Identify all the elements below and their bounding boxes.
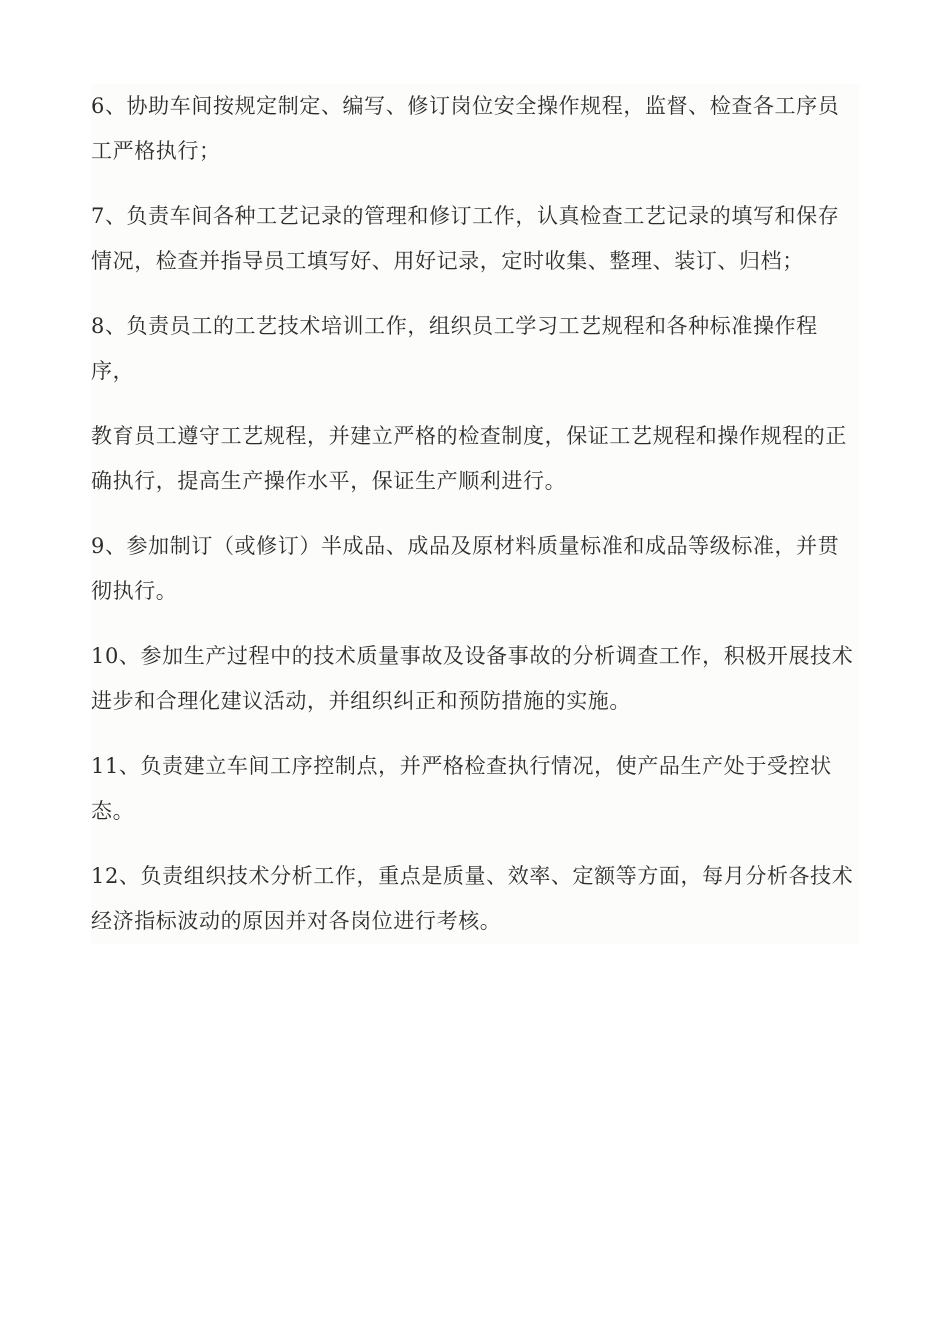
- paragraph-item-12: 12、负责组织技术分析工作，重点是质量、效率、定额等方面，每月分析各技术经济指标波动的原因并对各岗位进行考核。: [91, 864, 854, 933]
- paragraph-item-11: 11、负责建立车间工序控制点，并严格检查执行情况，使产品生产处于受控状态。: [91, 754, 832, 823]
- paragraph-item-6: 6、协助车间按规定制定、编写、修订岗位安全操作规程，监督、检查各工序员工严格执行；: [91, 94, 840, 163]
- paragraph-item-8: 8、负责员工的工艺技术培训工作，组织员工学习工艺规程和各种标准操作程序，: [91, 314, 818, 383]
- paragraph-item-7: 7、负责车间各种工艺记录的管理和修订工作，认真检查工艺记录的填写和保存情况，检查并指导员工填写好、用好记录，定时收集、整理、装订、归档；: [91, 204, 840, 273]
- paragraph-item-10: 10、参加生产过程中的技术质量事故及设备事故的分析调查工作，积极开展技术进步和合理化建议活动，并组织纠正和预防措施的实施。: [91, 644, 854, 713]
- paragraph-item-8-continued: 教育员工遵守工艺规程，并建立严格的检查制度，保证工艺规程和操作规程的正确执行，提高生产操作水平，保证生产顺利进行。: [91, 424, 847, 493]
- document-body: [91, 84, 859, 944]
- paragraph-item-9: 9、参加制订（或修订）半成品、成品及原材料质量标准和成品等级标准，并贯彻执行。: [91, 534, 840, 603]
